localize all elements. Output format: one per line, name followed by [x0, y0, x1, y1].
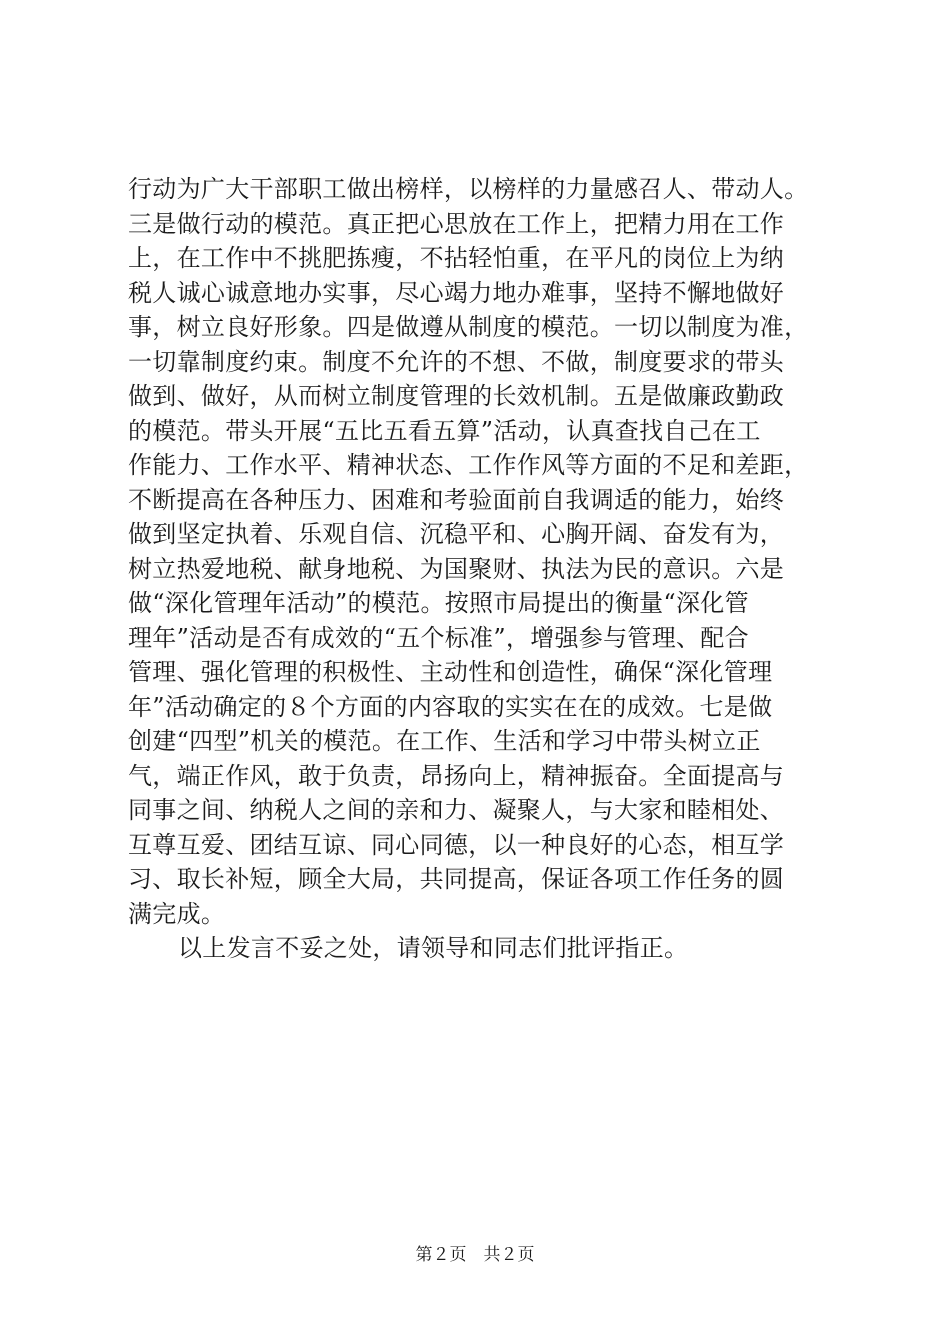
body-line: 创建“四型”机关的模范。在工作、生活和学习中带头树立正	[128, 727, 761, 755]
body-line: 事，树立良好形象。四是做遵从制度的模范。一切以制度为准，	[128, 313, 809, 341]
body-line: 习、取长补短，顾全大局，共同提高，保证各项工作任务的圆	[128, 865, 785, 893]
body-line: 做到、做好，从而树立制度管理的长效机制。五是做廉政勤政	[128, 382, 785, 410]
body-line: 年”活动确定的８个方面的内容取的实实在在的成效。七是做	[128, 692, 773, 721]
body-line: 行动为广大干部职工做出榜样，以榜样的力量感召人、带动人。	[128, 175, 809, 203]
closing-paragraph: 以上发言不妥之处，请领导和同志们批评指正。	[178, 934, 689, 962]
body-line: 三是做行动的模范。真正把心思放在工作上，把精力用在工作	[128, 209, 785, 238]
page-number-footer: 第２页 共２页	[415, 1245, 535, 1265]
body-line: 一切靠制度约束。制度不允许的不想、不做，制度要求的带头	[128, 347, 785, 376]
body-line: 理年”活动是否有成效的“五个标准”，增强参与管理、配合	[128, 623, 749, 652]
body-line: 税人诚心诚意地办实事，尽心竭力地办难事，坚持不懈地做好	[128, 278, 785, 307]
body-line: 的模范。带头开展“五比五看五算”活动，认真查找自己在工	[128, 416, 761, 445]
body-line: 同事之间、纳税人之间的亲和力、凝聚人，与大家和睦相处、	[128, 796, 785, 824]
body-line: 满完成。	[128, 899, 226, 928]
body-line: 管理、强化管理的积极性、主动性和创造性，确保“深化管理	[128, 658, 773, 686]
body-line: 不断提高在各种压力、困难和考验面前自我调适的能力，始终	[128, 485, 785, 514]
body-line: 气，端正作风，敢于负责，昂扬向上，精神振奋。全面提高与	[128, 761, 785, 790]
body-line: 上，在工作中不挑肥拣瘦，不拈轻怕重，在平凡的岗位上为纳	[128, 244, 785, 272]
body-line: 做“深化管理年活动”的模范。按照市局提出的衡量“深化管	[128, 589, 749, 617]
body-line: 做到坚定执着、乐观自信、沉稳平和、心胸开阔、奋发有为，	[128, 520, 785, 548]
body-line: 互尊互爱、团结互谅、同心同德，以一种良好的心态，相互学	[128, 830, 785, 859]
document-body	[128, 172, 818, 966]
body-line: 树立热爱地税、献身地税、为国聚财、执法为民的意识。六是	[128, 554, 785, 583]
body-line: 作能力、工作水平、精神状态、工作作风等方面的不足和差距，	[128, 451, 809, 479]
